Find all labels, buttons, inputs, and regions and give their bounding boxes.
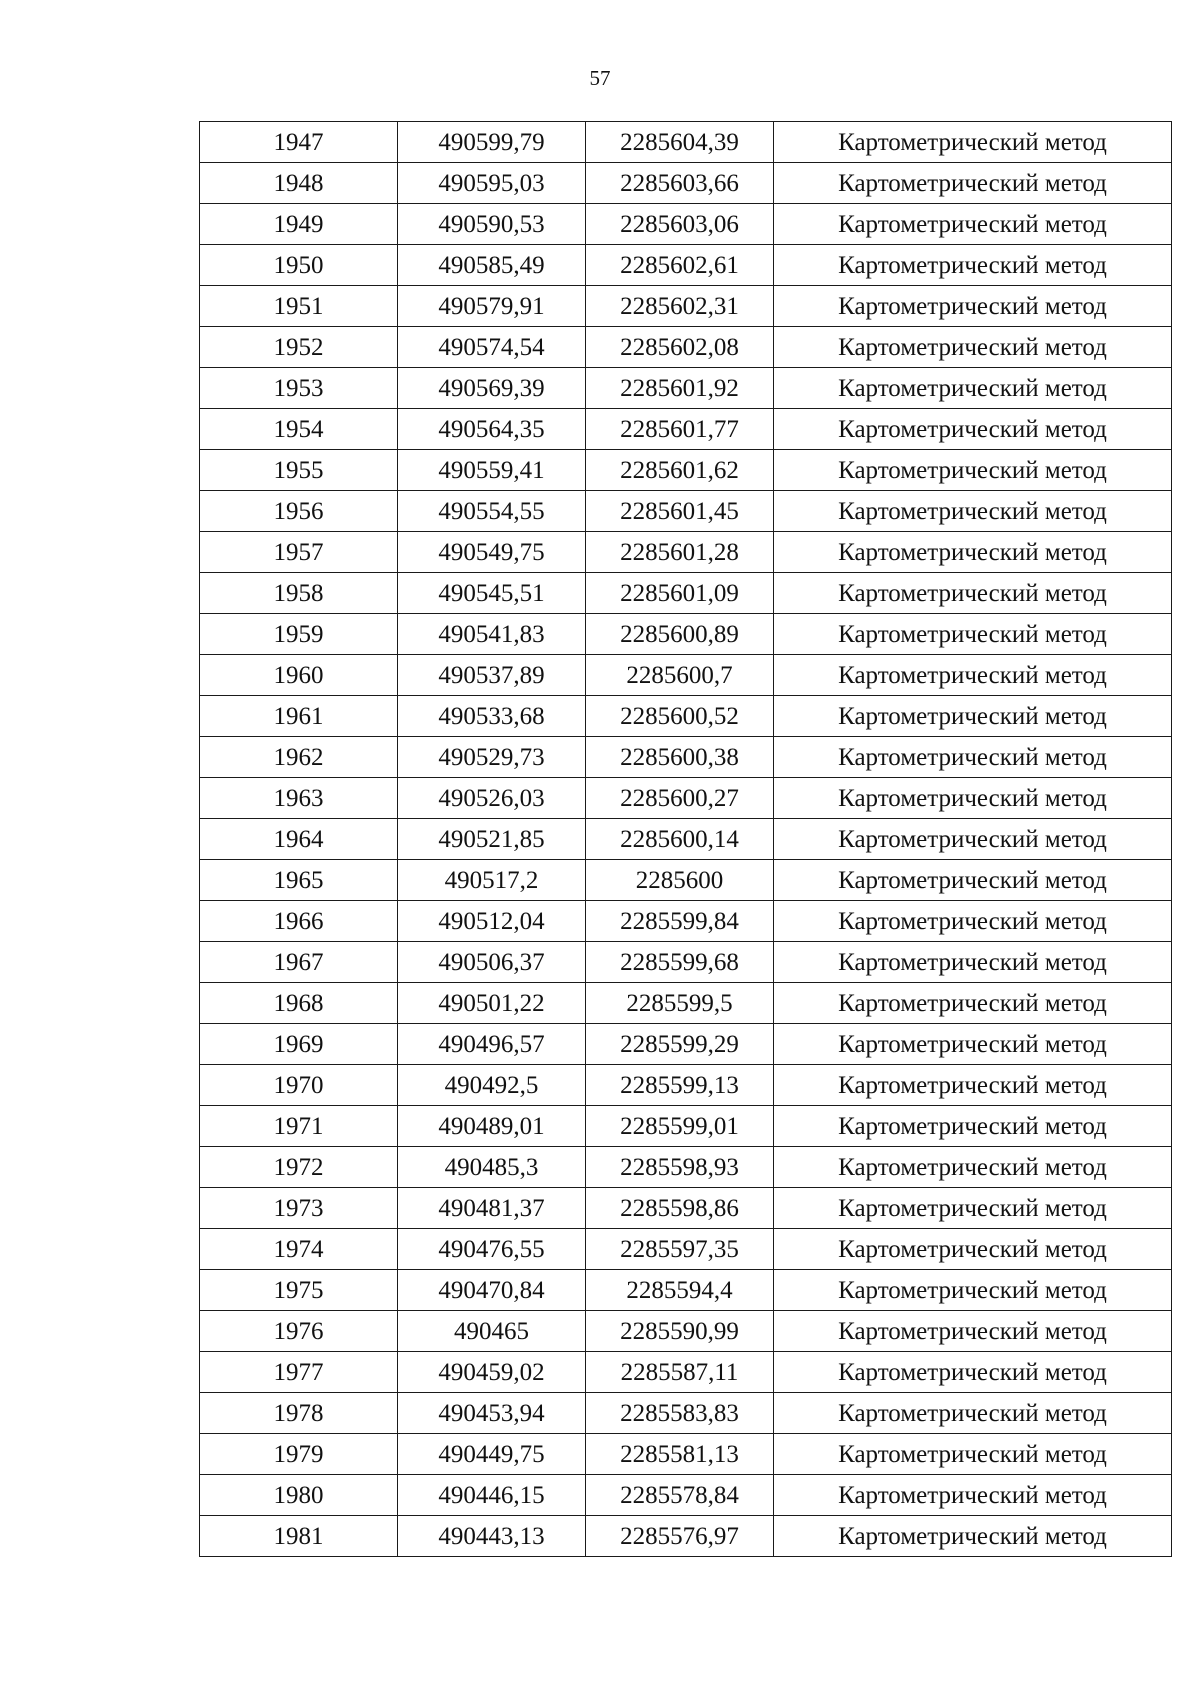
x-coordinate-cell: 490453,94 (398, 1393, 586, 1434)
x-coordinate-cell: 490470,84 (398, 1270, 586, 1311)
table-row (200, 983, 1172, 1024)
x-coordinate-cell: 490590,53 (398, 204, 586, 245)
table-row (200, 1188, 1172, 1229)
method-cell: Картометрический метод (774, 286, 1172, 327)
table-row (200, 450, 1172, 491)
x-coordinate-cell: 490529,73 (398, 737, 586, 778)
table-row (200, 778, 1172, 819)
point-number-cell: 1962 (200, 737, 398, 778)
method-cell: Картометрический метод (774, 1516, 1172, 1557)
method-cell: Картометрический метод (774, 1393, 1172, 1434)
point-number-cell: 1977 (200, 1352, 398, 1393)
coordinates-table (199, 121, 1172, 1557)
table-row (200, 1024, 1172, 1065)
point-number-cell: 1957 (200, 532, 398, 573)
table-row (200, 122, 1172, 163)
method-cell: Картометрический метод (774, 1147, 1172, 1188)
table-row (200, 1229, 1172, 1270)
table-row (200, 860, 1172, 901)
x-coordinate-cell: 490526,03 (398, 778, 586, 819)
method-cell: Картометрический метод (774, 204, 1172, 245)
point-number-cell: 1971 (200, 1106, 398, 1147)
y-coordinate-cell: 2285599,5 (586, 983, 774, 1024)
y-coordinate-cell: 2285599,29 (586, 1024, 774, 1065)
method-cell: Картометрический метод (774, 163, 1172, 204)
y-coordinate-cell: 2285601,92 (586, 368, 774, 409)
y-coordinate-cell: 2285600,89 (586, 614, 774, 655)
point-number-cell: 1956 (200, 491, 398, 532)
x-coordinate-cell: 490559,41 (398, 450, 586, 491)
point-number-cell: 1972 (200, 1147, 398, 1188)
x-coordinate-cell: 490512,04 (398, 901, 586, 942)
y-coordinate-cell: 2285599,13 (586, 1065, 774, 1106)
y-coordinate-cell: 2285599,84 (586, 901, 774, 942)
y-coordinate-cell: 2285602,61 (586, 245, 774, 286)
point-number-cell: 1953 (200, 368, 398, 409)
table-row (200, 245, 1172, 286)
method-cell: Картометрический метод (774, 1024, 1172, 1065)
point-number-cell: 1967 (200, 942, 398, 983)
y-coordinate-cell: 2285601,28 (586, 532, 774, 573)
table-row (200, 737, 1172, 778)
table-row (200, 1106, 1172, 1147)
table-row (200, 532, 1172, 573)
x-coordinate-cell: 490496,57 (398, 1024, 586, 1065)
method-cell: Картометрический метод (774, 1106, 1172, 1147)
x-coordinate-cell: 490506,37 (398, 942, 586, 983)
y-coordinate-cell: 2285601,77 (586, 409, 774, 450)
point-number-cell: 1979 (200, 1434, 398, 1475)
method-cell: Картометрический метод (774, 942, 1172, 983)
x-coordinate-cell: 490492,5 (398, 1065, 586, 1106)
y-coordinate-cell: 2285581,13 (586, 1434, 774, 1475)
y-coordinate-cell: 2285600,52 (586, 696, 774, 737)
table-row (200, 1147, 1172, 1188)
method-cell: Картометрический метод (774, 737, 1172, 778)
table-row (200, 614, 1172, 655)
method-cell: Картометрический метод (774, 1188, 1172, 1229)
x-coordinate-cell: 490541,83 (398, 614, 586, 655)
table-row (200, 1352, 1172, 1393)
point-number-cell: 1966 (200, 901, 398, 942)
table-row (200, 901, 1172, 942)
method-cell: Картометрический метод (774, 1311, 1172, 1352)
x-coordinate-cell: 490517,2 (398, 860, 586, 901)
x-coordinate-cell: 490599,79 (398, 122, 586, 163)
x-coordinate-cell: 490446,15 (398, 1475, 586, 1516)
table-row (200, 1393, 1172, 1434)
point-number-cell: 1964 (200, 819, 398, 860)
y-coordinate-cell: 2285600,38 (586, 737, 774, 778)
y-coordinate-cell: 2285601,45 (586, 491, 774, 532)
method-cell: Картометрический метод (774, 532, 1172, 573)
point-number-cell: 1968 (200, 983, 398, 1024)
method-cell: Картометрический метод (774, 901, 1172, 942)
y-coordinate-cell: 2285600,14 (586, 819, 774, 860)
y-coordinate-cell: 2285602,08 (586, 327, 774, 368)
table-row (200, 819, 1172, 860)
table-row (200, 368, 1172, 409)
point-number-cell: 1970 (200, 1065, 398, 1106)
x-coordinate-cell: 490459,02 (398, 1352, 586, 1393)
method-cell: Картометрический метод (774, 1065, 1172, 1106)
table-row (200, 163, 1172, 204)
x-coordinate-cell: 490485,3 (398, 1147, 586, 1188)
y-coordinate-cell: 2285600,7 (586, 655, 774, 696)
y-coordinate-cell: 2285600 (586, 860, 774, 901)
y-coordinate-cell: 2285576,97 (586, 1516, 774, 1557)
x-coordinate-cell: 490481,37 (398, 1188, 586, 1229)
table-row (200, 409, 1172, 450)
y-coordinate-cell: 2285598,93 (586, 1147, 774, 1188)
x-coordinate-cell: 490574,54 (398, 327, 586, 368)
x-coordinate-cell: 490465 (398, 1311, 586, 1352)
point-number-cell: 1951 (200, 286, 398, 327)
y-coordinate-cell: 2285600,27 (586, 778, 774, 819)
method-cell: Картометрический метод (774, 778, 1172, 819)
table-row (200, 327, 1172, 368)
point-number-cell: 1980 (200, 1475, 398, 1516)
x-coordinate-cell: 490521,85 (398, 819, 586, 860)
y-coordinate-cell: 2285602,31 (586, 286, 774, 327)
coordinates-table-body (200, 122, 1172, 1557)
y-coordinate-cell: 2285601,09 (586, 573, 774, 614)
point-number-cell: 1961 (200, 696, 398, 737)
point-number-cell: 1954 (200, 409, 398, 450)
y-coordinate-cell: 2285604,39 (586, 122, 774, 163)
point-number-cell: 1955 (200, 450, 398, 491)
x-coordinate-cell: 490595,03 (398, 163, 586, 204)
point-number-cell: 1952 (200, 327, 398, 368)
table-row (200, 286, 1172, 327)
method-cell: Картометрический метод (774, 122, 1172, 163)
method-cell: Картометрический метод (774, 245, 1172, 286)
x-coordinate-cell: 490549,75 (398, 532, 586, 573)
point-number-cell: 1976 (200, 1311, 398, 1352)
method-cell: Картометрический метод (774, 1434, 1172, 1475)
table-row (200, 655, 1172, 696)
y-coordinate-cell: 2285603,66 (586, 163, 774, 204)
method-cell: Картометрический метод (774, 409, 1172, 450)
method-cell: Картометрический метод (774, 1270, 1172, 1311)
x-coordinate-cell: 490569,39 (398, 368, 586, 409)
y-coordinate-cell: 2285594,4 (586, 1270, 774, 1311)
x-coordinate-cell: 490585,49 (398, 245, 586, 286)
point-number-cell: 1965 (200, 860, 398, 901)
point-number-cell: 1959 (200, 614, 398, 655)
table-row (200, 1311, 1172, 1352)
method-cell: Картометрический метод (774, 655, 1172, 696)
method-cell: Картометрический метод (774, 1352, 1172, 1393)
x-coordinate-cell: 490533,68 (398, 696, 586, 737)
table-row (200, 1065, 1172, 1106)
point-number-cell: 1973 (200, 1188, 398, 1229)
table-row (200, 1475, 1172, 1516)
table-row (200, 204, 1172, 245)
y-coordinate-cell: 2285599,68 (586, 942, 774, 983)
method-cell: Картометрический метод (774, 983, 1172, 1024)
table-row (200, 1434, 1172, 1475)
method-cell: Картометрический метод (774, 491, 1172, 532)
method-cell: Картометрический метод (774, 450, 1172, 491)
table-row (200, 696, 1172, 737)
y-coordinate-cell: 2285587,11 (586, 1352, 774, 1393)
y-coordinate-cell: 2285601,62 (586, 450, 774, 491)
y-coordinate-cell: 2285590,99 (586, 1311, 774, 1352)
point-number-cell: 1948 (200, 163, 398, 204)
x-coordinate-cell: 490476,55 (398, 1229, 586, 1270)
y-coordinate-cell: 2285598,86 (586, 1188, 774, 1229)
point-number-cell: 1978 (200, 1393, 398, 1434)
point-number-cell: 1950 (200, 245, 398, 286)
method-cell: Картометрический метод (774, 614, 1172, 655)
table-row (200, 1270, 1172, 1311)
method-cell: Картометрический метод (774, 573, 1172, 614)
point-number-cell: 1969 (200, 1024, 398, 1065)
method-cell: Картометрический метод (774, 368, 1172, 409)
x-coordinate-cell: 490489,01 (398, 1106, 586, 1147)
method-cell: Картометрический метод (774, 1229, 1172, 1270)
point-number-cell: 1960 (200, 655, 398, 696)
point-number-cell: 1974 (200, 1229, 398, 1270)
point-number-cell: 1975 (200, 1270, 398, 1311)
x-coordinate-cell: 490545,51 (398, 573, 586, 614)
point-number-cell: 1981 (200, 1516, 398, 1557)
method-cell: Картометрический метод (774, 696, 1172, 737)
point-number-cell: 1947 (200, 122, 398, 163)
method-cell: Картометрический метод (774, 1475, 1172, 1516)
point-number-cell: 1958 (200, 573, 398, 614)
point-number-cell: 1963 (200, 778, 398, 819)
table-row (200, 942, 1172, 983)
table-row (200, 491, 1172, 532)
x-coordinate-cell: 490449,75 (398, 1434, 586, 1475)
x-coordinate-cell: 490501,22 (398, 983, 586, 1024)
method-cell: Картометрический метод (774, 327, 1172, 368)
table-row (200, 1516, 1172, 1557)
x-coordinate-cell: 490443,13 (398, 1516, 586, 1557)
table-row (200, 573, 1172, 614)
point-number-cell: 1949 (200, 204, 398, 245)
x-coordinate-cell: 490564,35 (398, 409, 586, 450)
page-number: 57 (589, 66, 611, 90)
y-coordinate-cell: 2285597,35 (586, 1229, 774, 1270)
x-coordinate-cell: 490554,55 (398, 491, 586, 532)
x-coordinate-cell: 490579,91 (398, 286, 586, 327)
y-coordinate-cell: 2285599,01 (586, 1106, 774, 1147)
y-coordinate-cell: 2285578,84 (586, 1475, 774, 1516)
x-coordinate-cell: 490537,89 (398, 655, 586, 696)
y-coordinate-cell: 2285583,83 (586, 1393, 774, 1434)
y-coordinate-cell: 2285603,06 (586, 204, 774, 245)
method-cell: Картометрический метод (774, 860, 1172, 901)
method-cell: Картометрический метод (774, 819, 1172, 860)
